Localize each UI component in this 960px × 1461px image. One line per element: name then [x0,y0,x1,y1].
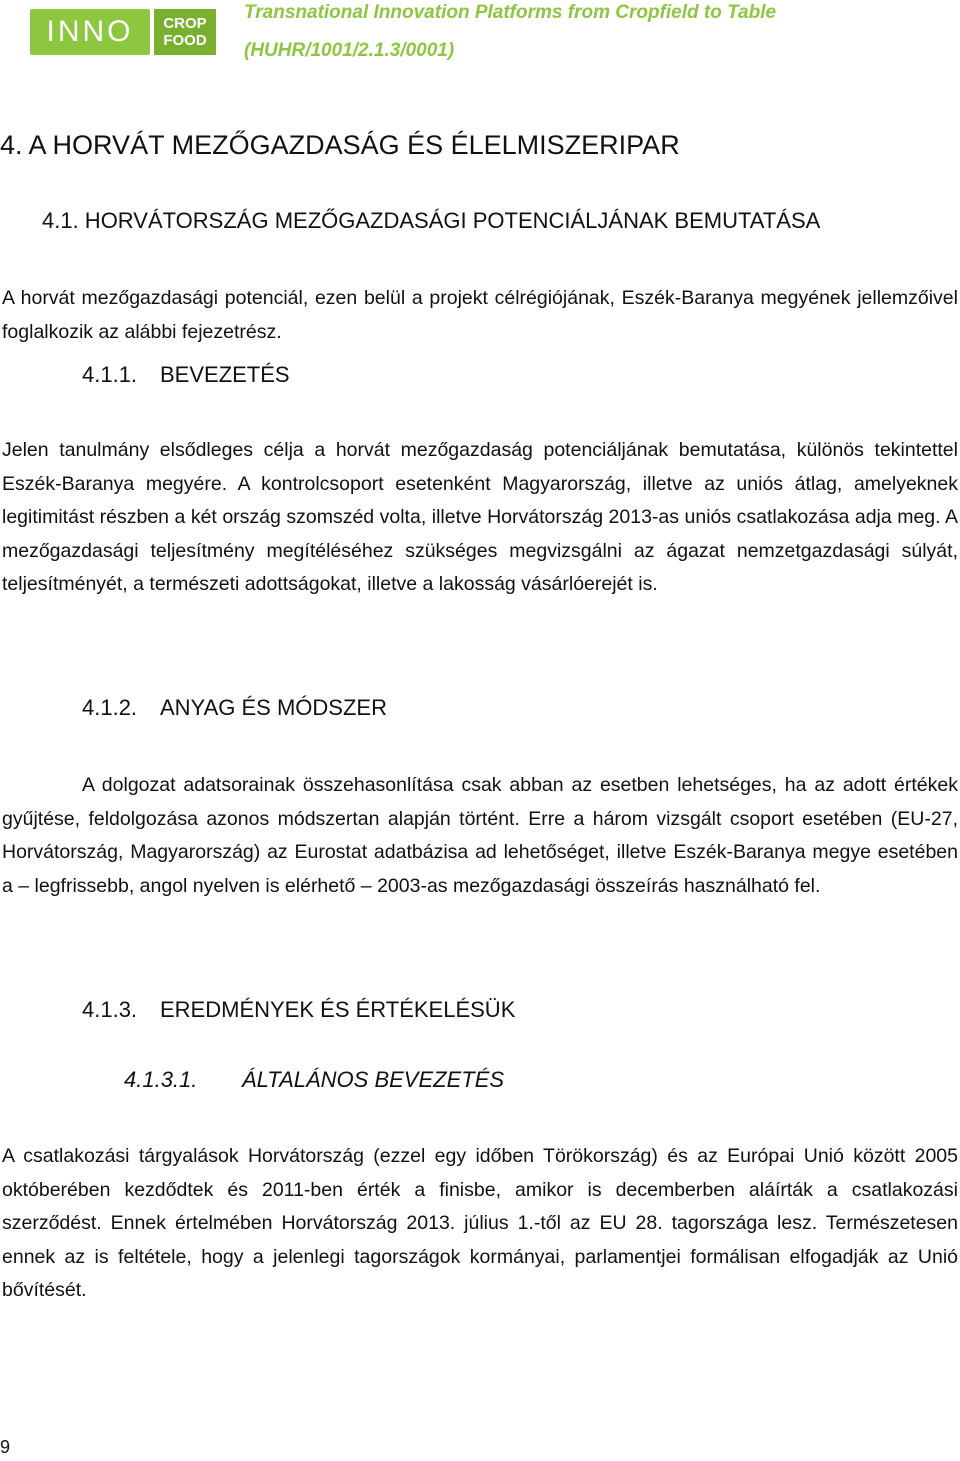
subsection-number: 4.1.2. [82,695,138,720]
altalanos-paragraph: A csatlakozási tárgyalások Horvátország (ezzel egy időben Törökország) és az Európai Unió között 2005 októberében kezdődtek és 2011-ben érték a finisbe, amikor is decemberben aláírták a csatlakozási szerződést. Ennek értelmében Horvátország 2013. július 1.-től az EU 28. tagországa lesz. Természetesen ennek az is feltétele, hogy a jelenlegi tagországok kormányai, parlamentjei formálisan elfogadják az Unió bővítését. [2,1145,958,1301]
logo-inno-block [30,9,150,55]
logo-food-text: FOOD [163,32,207,49]
page-number: 9 [0,1437,11,1457]
subsection-number: 4.1.3. [82,997,138,1022]
subsubsection-title: ÁLTALÁNOS BEVEZETÉS [242,1067,505,1092]
subsection-title: ANYAG ÉS MÓDSZER [160,695,387,720]
subsubsection-number: 4.1.3.1. [124,1067,198,1092]
logo-crop-text: CROP [163,15,207,32]
subsection-title: BEVEZETÉS [160,362,290,387]
intro-paragraph: A horvát mezőgazdasági potenciál, ezen belül a projekt célrégiójának, Eszék-Baranya megyének jellemzőivel foglalkozik az alábbi fejezetrész. [2,287,958,343]
subsection-heading-eredmenyek [82,997,515,1023]
logo-cropfood-block [154,9,216,55]
subsection-heading-anyag [82,695,387,721]
section-heading: 4.1. HORVÁTORSZÁG MEZŐGAZDASÁGI POTENCIÁLJÁNAK BEMUTATÁSA [42,208,821,233]
anyag-paragraph: A dolgozat adatsorainak összehasonlítása csak abban az esetben lehetséges, ha az adott értékek gyűjtése, feldolgozása azonos módszertan alapján történt. Erre a három vizsgált csoport esetében (EU-27, Horvátország, Magyarország) az Eurostat adatbázisa ad lehetőséget, illetve Eszék-Baranya megye esetében a – legfrissebb, angol nyelven is elérhető – 2003-as mezőgazdasági összeírás használható fel. [2,774,958,897]
subsection-number: 4.1.1. [82,362,138,387]
subsubsection-heading-altalanos [124,1067,504,1093]
inno-cropfood-logo [30,8,222,56]
header-project-code: (HUHR/1001/2.1.3/0001) [244,40,455,61]
logo-inno-text: INNO [46,15,134,48]
header-project-title: Transnational Innovation Platforms from Cropfield to Table [244,2,777,23]
subsection-title: EREDMÉNYEK ÉS ÉRTÉKELÉSÜK [160,997,516,1022]
chapter-heading: 4. A HORVÁT MEZŐGAZDASÁG ÉS ÉLELMISZERIPAR [0,130,680,160]
bevezetes-paragraph: Jelen tanulmány elsődleges célja a horvát mezőgazdaság potenciáljának bemutatása, különös tekintettel Eszék-Baranya megyére. A kontrolcsoport esetenként Magyarország, illetve az uniós átlag, amelyeknek legitimitást részben a két ország szomszéd volta, illetve Horvátország 2013-as uniós csatlakozása adja meg. A mezőgazdasági teljesítmény megítéléséhez szükséges megvizsgálni az ágazat nemzetgazdasági súlyát, teljesítményét, a természeti adottságokat, illetve a lakosság vásárlóerejét is. [2,439,958,595]
subsection-heading-bevezetes [82,362,290,388]
